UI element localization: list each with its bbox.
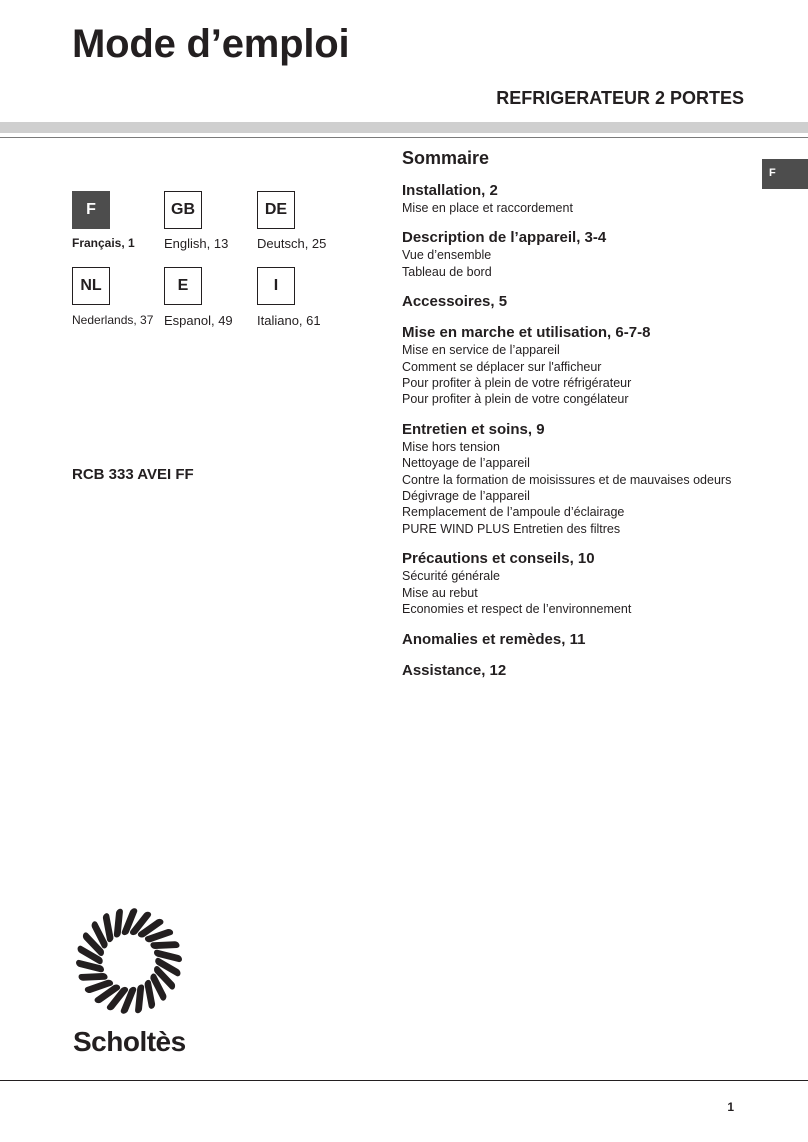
toc-item[interactable]: Dégivrage de l’appareil	[402, 489, 530, 504]
logo-ray	[114, 908, 124, 938]
toc-section	[402, 182, 802, 216]
page-number: 1	[727, 1100, 734, 1114]
toc-item[interactable]: Mise hors tension	[402, 439, 500, 454]
toc-section-title[interactable]: Anomalies et remèdes, 11	[402, 630, 586, 648]
lang-label-de[interactable]: Deutsch, 25	[257, 236, 327, 251]
header-band	[0, 122, 808, 133]
toc-item[interactable]: PURE WIND PLUS Entretien des filtres	[402, 521, 621, 536]
lang-box-nl[interactable]: NL	[72, 267, 110, 305]
toc-section	[402, 662, 802, 680]
toc-section	[402, 631, 802, 649]
toc-item[interactable]: Remplacement de l’ampoule d’éclairage	[402, 505, 625, 520]
toc-item[interactable]: Contre la formation de moisissures et de mauvaises odeurs	[402, 472, 732, 487]
logo-ray	[135, 984, 145, 1014]
toc-item[interactable]: Mise en place et raccordement	[402, 201, 573, 215]
lang-label-e[interactable]: Espanol, 49	[164, 313, 233, 328]
toc-section-title[interactable]: Description de l’appareil, 3-4	[402, 229, 607, 247]
toc-item[interactable]: Pour profiter à plein de votre congélateur	[402, 392, 629, 407]
toc-section	[402, 229, 802, 280]
page-title: Mode d’emploi	[72, 22, 350, 66]
toc-item[interactable]: Sécurité générale	[402, 569, 500, 584]
lang-box-e[interactable]: E	[164, 267, 202, 305]
logo-ray	[150, 941, 181, 949]
lang-box-i[interactable]: I	[257, 267, 295, 305]
toc-section-title[interactable]: Mise en marche et utilisation, 6-7-8	[402, 324, 651, 342]
toc-section-title[interactable]: Accessoires, 5	[402, 293, 508, 311]
toc-item[interactable]: Pour profiter à plein de votre réfrigérateur	[402, 376, 632, 391]
toc-section-title[interactable]: Précautions et conseils, 10	[402, 550, 595, 568]
toc-section-title[interactable]: Assistance, 12	[402, 661, 507, 679]
toc-item[interactable]: Mise en service de l’appareil	[402, 343, 560, 358]
toc-item[interactable]: Nettoyage de l’appareil	[402, 456, 530, 471]
toc-section	[402, 324, 802, 408]
header-divider	[0, 137, 808, 138]
toc-section	[402, 550, 802, 617]
model-number: RCB 333 AVEI FF	[72, 466, 194, 483]
toc-item[interactable]: Mise au rebut	[402, 585, 478, 600]
logo-ray	[78, 973, 109, 981]
lang-box-f[interactable]: F	[72, 191, 110, 229]
brand-name: Scholtès	[73, 1026, 186, 1057]
toc-item[interactable]: Tableau de bord	[402, 264, 492, 279]
toc-section	[402, 421, 802, 537]
footer-divider	[0, 1080, 808, 1081]
toc-heading: Sommaire	[402, 148, 490, 168]
lang-label-i[interactable]: Italiano, 61	[257, 313, 321, 328]
lang-label-nl[interactable]: Nederlands, 37	[72, 313, 154, 327]
language-side-tab: F	[762, 159, 808, 189]
document-subtitle: REFRIGERATEUR 2 PORTES	[496, 88, 744, 108]
toc-item[interactable]: Comment se déplacer sur l'afficheur	[402, 359, 602, 374]
toc-section	[402, 293, 802, 311]
toc-section-title[interactable]: Entretien et soins, 9	[402, 420, 545, 438]
sun-logo-icon	[70, 902, 188, 1020]
lang-box-gb[interactable]: GB	[164, 191, 202, 229]
table-of-contents	[402, 148, 802, 693]
toc-item[interactable]: Vue d’ensemble	[402, 248, 492, 263]
toc-section-title[interactable]: Installation, 2	[402, 182, 498, 199]
lang-box-de[interactable]: DE	[257, 191, 295, 229]
lang-label-f[interactable]: Français, 1	[72, 236, 135, 250]
toc-item[interactable]: Economies et respect de l’environnement	[402, 602, 632, 617]
lang-label-gb[interactable]: English, 13	[164, 236, 229, 251]
